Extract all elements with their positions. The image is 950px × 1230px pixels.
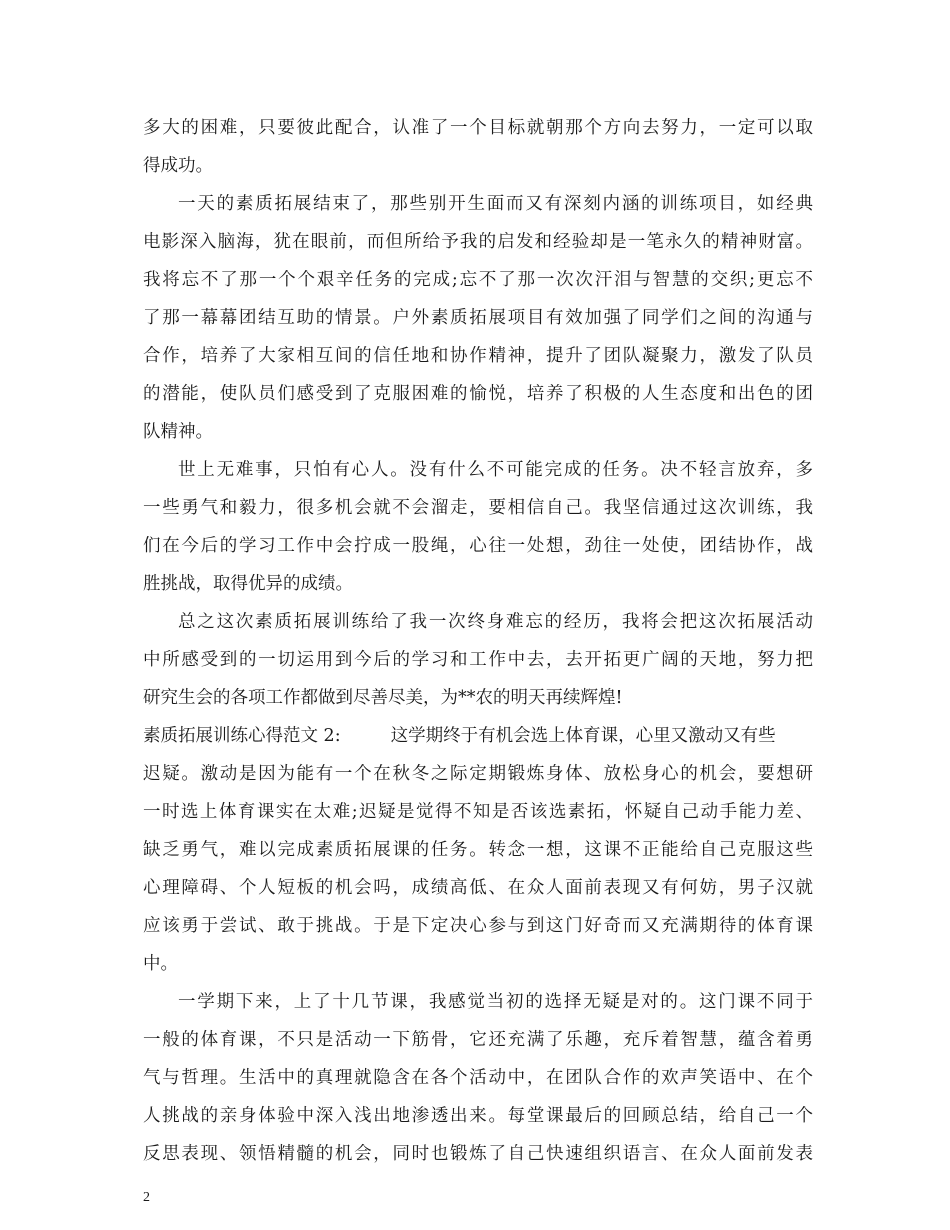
paragraph-line: 一天的素质拓展结束了，那些别开生面而又有深刻内涵的训练项目，如经典 [178,194,813,214]
paragraph-line: 总之这次素质拓展训练给了我一次终身难忘的经历，我将会把这次拓展活动 [178,612,813,632]
paragraph-line: 一学期下来，上了十几节课，我感觉当初的选择无疑是对的。这门课不同于 [178,992,813,1012]
page-number: 2 [143,1190,150,1205]
paragraph-line: 应该勇于尝试、敢于挑战。于是下定决心参与到这门好奇而又充满期待的体育课 [143,916,813,936]
paragraph-line: 这学期终于有机会选上体育课，心里又激动又有些 [390,726,776,746]
paragraph-line: 气与哲理。生活中的真理就隐含在各个活动中，在团队合作的欢声笑语中、在个 [143,1068,813,1088]
paragraph-line: 心理障碍、个人短板的机会吗，成绩高低、在众人面前表现又有何妨，男子汉就 [143,878,813,898]
paragraph-line: 合作，培养了大家相互间的信任地和协作精神，提升了团队凝聚力，激发了队员 [143,346,813,366]
paragraph-line: 中所感受到的一切运用到今后的学习和工作中去，去开拓更广阔的天地，努力把 [143,650,813,670]
paragraph-line: 我将忘不了那一个个艰辛任务的完成;忘不了那一次次汗泪与智慧的交织;更忘不 [143,270,813,290]
paragraph-line: 了那一幕幕团结互助的情景。户外素质拓展项目有效加强了同学们之间的沟通与 [143,308,813,328]
paragraph-line: 世上无难事，只怕有心人。没有什么不可能完成的任务。决不轻言放弃，多 [178,460,813,480]
paragraph-line: 电影深入脑海，犹在眼前，而但所给予我的启发和经验却是一笔永久的精神财富。 [143,232,813,252]
paragraph-line: 人挑战的亲身体验中深入浅出地渗透出来。每堂课最后的回顾总结，给自己一个 [143,1106,813,1126]
paragraph-line: 一些勇气和毅力，很多机会就不会溜走，要相信自己。我坚信通过这次训练，我 [143,498,813,518]
section-heading: 素质拓展训练心得范文 2: [143,726,341,746]
paragraph-line: 缺乏勇气，难以完成素质拓展课的任务。转念一想，这课不正能给自己克服这些 [143,840,813,860]
paragraph-line: 一时选上体育课实在太难;迟疑是觉得不知是否该选素拓，怀疑自己动手能力差、 [143,802,813,822]
paragraph-line: 迟疑。激动是因为能有一个在秋冬之际定期锻炼身体、放松身心的机会，要想研 [143,764,813,784]
paragraph-line: 多大的困难，只要彼此配合，认准了一个目标就朝那个方向去努力，一定可以取 [143,118,813,138]
paragraph-line: 一般的体育课，不只是活动一下筋骨，它还充满了乐趣，充斥着智慧，蕴含着勇 [143,1030,813,1050]
paragraph-line: 中。 [143,954,178,974]
paragraph-line: 们在今后的学习工作中会拧成一股绳，心往一处想，劲往一处使，团结协作，战 [143,536,813,556]
paragraph-line: 的潜能，使队员们感受到了克服困难的愉悦，培养了积极的人生态度和出色的团 [143,384,813,404]
paragraph-line: 反思表现、领悟精髓的机会，同时也锻炼了自己快速组织语言、在众人面前发表 [143,1144,813,1164]
paragraph-line: 得成功。 [143,156,213,176]
paragraph-line: 研究生会的各项工作都做到尽善尽美，为**农的明天再续辉煌! [143,688,623,708]
paragraph-line: 胜挑战，取得优异的成绩。 [143,574,353,594]
paragraph-line: 队精神。 [143,422,213,442]
section-heading-line [143,721,813,751]
